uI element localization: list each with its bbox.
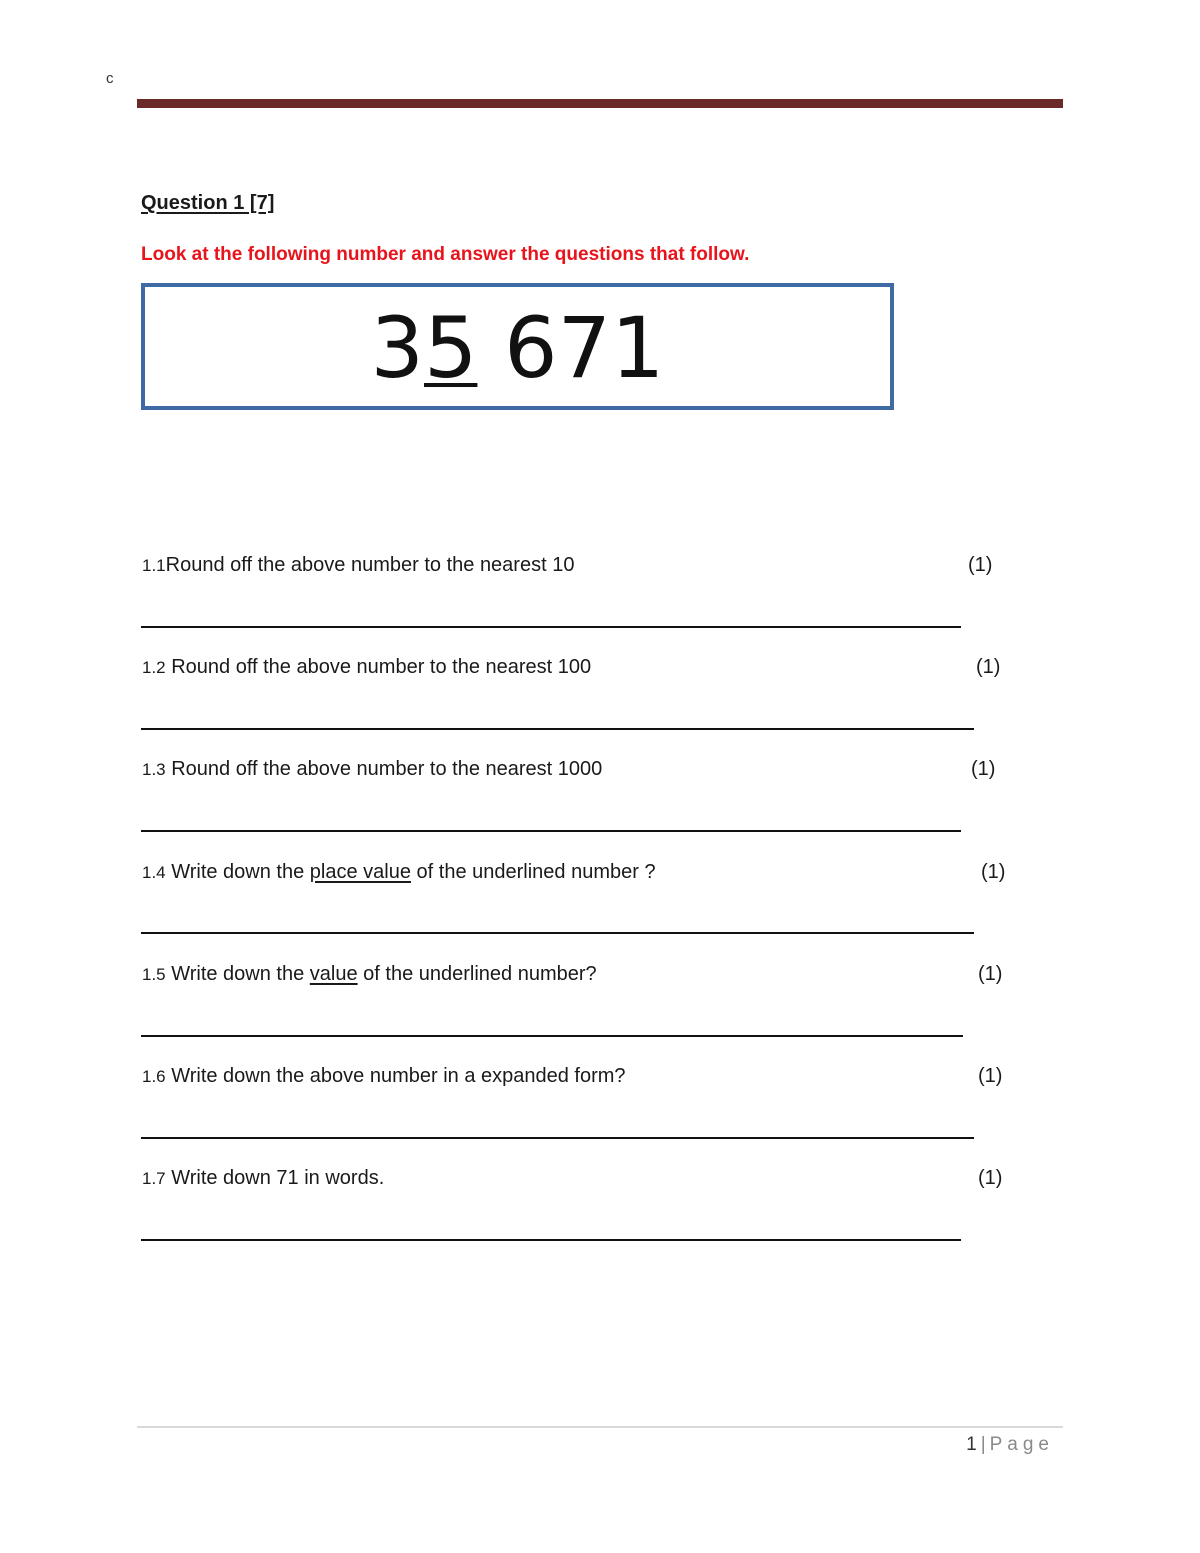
item-marks: (1) [976,656,1001,678]
answer-line[interactable] [141,728,974,730]
footer-divider [137,1426,1063,1428]
item-text-pre: Write down the [171,861,310,883]
item-marks: (1) [968,554,993,576]
item-underlined-term: place value [309,861,411,883]
answer-line[interactable] [141,932,974,934]
question-item-1-6 [142,1065,626,1088]
number-part-after: 671 [477,299,665,397]
question-item-1-3 [142,758,602,781]
number-display [145,299,890,397]
answer-line[interactable] [141,1239,961,1241]
answer-line[interactable] [141,830,961,832]
item-text-pre: Write down the [171,963,310,985]
corner-mark: c [106,70,114,87]
question-item-1-7 [142,1167,384,1190]
underlined-digit: 5 [423,299,478,397]
item-number: 1.6 [142,1067,166,1086]
item-text: Round off the above number to the nearest 100 [171,656,592,678]
item-text-post: of the underlined number? [357,963,597,985]
footer-separator: | [980,1434,986,1455]
question-item-1-1 [142,554,574,577]
answer-line[interactable] [141,1137,974,1139]
page-footer [966,1434,1054,1456]
number-box [141,283,894,410]
item-number: 1.1 [142,556,166,575]
item-marks: (1) [981,861,1006,883]
question-title: Question 1 [7] [141,192,275,214]
item-text: Write down the above number in a expanded form? [171,1065,626,1087]
question-instruction: Look at the following number and answer the questions that follow. [141,244,750,265]
number-part-before: 3 [370,299,424,397]
item-number: 1.3 [142,760,166,779]
item-number: 1.4 [142,863,166,882]
item-text-post: of the underlined number ? [410,861,656,883]
item-marks: (1) [978,963,1003,985]
item-text: Round off the above number to the nearest 10 [165,554,575,576]
item-marks: (1) [971,758,996,780]
question-item-1-4 [142,861,656,884]
item-marks: (1) [978,1167,1003,1189]
answer-line[interactable] [141,626,961,628]
item-underlined-term: value [309,963,358,985]
answer-line[interactable] [141,1035,963,1037]
header-bar [137,99,1063,108]
page-number: 1 [966,1434,977,1455]
question-item-1-5 [142,963,597,986]
question-item-1-2 [142,656,591,679]
page-word: Page [989,1434,1054,1455]
item-text: Round off the above number to the nearest 1000 [171,758,603,780]
item-number: 1.5 [142,965,166,984]
item-number: 1.2 [142,658,166,677]
item-text: Write down 71 in words. [171,1167,385,1189]
item-number: 1.7 [142,1169,166,1188]
item-marks: (1) [978,1065,1003,1087]
